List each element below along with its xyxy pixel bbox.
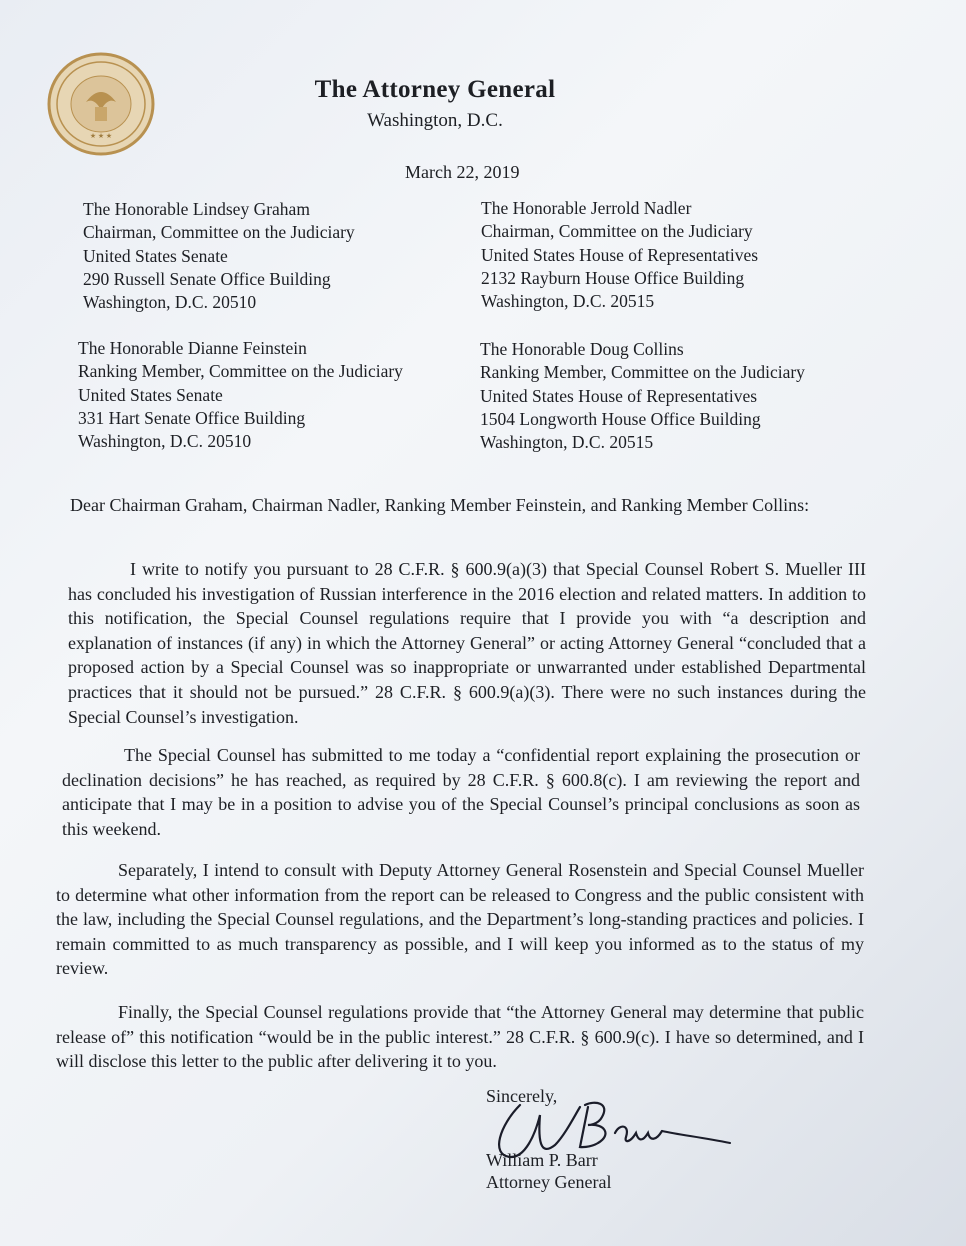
recipient-line: United States House of Representatives <box>480 385 758 406</box>
recipient-line: The Honorable Jerrold Nadler <box>481 198 692 218</box>
body-paragraph-2: The Special Counsel has submitted to me today a “confidential report explaining the prosecution or declination decisions” he has reached, as required by 28 C.F.R. § 600.8(c). I am reviewing the report and anticipate that I may be in a position to advise you of the Special Counsel’s principal conclusions as soon as this weekend. <box>62 745 860 839</box>
recipient-line: The Honorable Dianne Feinstein <box>78 338 307 358</box>
recipient-line: Ranking Member, Committee on the Judiciary <box>480 362 805 383</box>
recipient-line: 1504 Longworth House Office Building <box>480 408 761 429</box>
recipient-line: Washington, D.C. 20510 <box>83 292 257 313</box>
recipient-line: Washington, D.C. 20515 <box>481 291 655 312</box>
valediction: Sincerely, <box>486 1086 558 1106</box>
recipient-line: United States Senate <box>78 384 223 405</box>
letterhead-title: The Attorney General <box>314 76 556 103</box>
recipient-nadler <box>481 197 758 313</box>
recipient-line: 2132 Rayburn House Office Building <box>481 267 745 288</box>
recipient-line: The Honorable Lindsey Graham <box>83 199 310 219</box>
body-paragraph-1: I write to notify you pursuant to 28 C.F.R. § 600.9(a)(3) that Special Counsel Robert S. Mueller III has concluded his investigation of Russian interference in the 2016 election and related matters. In addition to this notification, the Special Counsel regulations require that I provide you with “a description and explanation of instances (if any) in which the Attorney General” or acting Attorney General “concluded that a proposed action by a Special Counsel was so inappropriate or unwarranted under established Departmental practices that it should not be pursued.” 28 C.F.R. § 600.9(a)(3). There were no such instances during the Special Counsel’s investigation. <box>68 559 866 727</box>
recipient-line: The Honorable Doug Collins <box>480 339 684 359</box>
letter-date: March 22, 2019 <box>405 162 520 182</box>
recipient-feinstein <box>78 337 403 453</box>
signer-title: Attorney General <box>486 1172 612 1192</box>
body-paragraph-3: Separately, I intend to consult with Deputy Attorney General Rosenstein and Special Counsel Mueller to determine what other information from the report can be released to Congress and the public consistent with the law, including the Special Counsel regulations, and the Department’s long-standing practices and policies. I remain committed to as much transparency as possible, and I will keep you informed as to the status of my review. <box>56 860 864 979</box>
letterhead-location: Washington, D.C. <box>367 110 503 131</box>
recipient-collins <box>480 338 805 454</box>
signer-name: William P. Barr <box>486 1150 598 1170</box>
recipient-line: Chairman, Committee on the Judiciary <box>83 222 355 243</box>
svg-text:★ ★ ★: ★ ★ ★ <box>89 132 113 140</box>
recipient-line: Washington, D.C. 20515 <box>480 432 654 453</box>
recipient-line: Ranking Member, Committee on the Judiciary <box>78 361 403 382</box>
recipient-line: Chairman, Committee on the Judiciary <box>481 221 753 242</box>
recipient-line: Washington, D.C. 20510 <box>78 431 252 452</box>
doj-seal <box>46 52 156 157</box>
salutation: Dear Chairman Graham, Chairman Nadler, Ranking Member Feinstein, and Ranking Member Collins: <box>70 495 810 515</box>
recipient-line: United States Senate <box>83 245 228 266</box>
recipient-line: United States House of Representatives <box>481 244 759 265</box>
body-paragraph-4: Finally, the Special Counsel regulations provide that “the Attorney General may determine that public release of” this notification “would be in the public interest.” 28 C.F.R. § 600.9(c). I have so determined, and I will disclose this letter to the public after delivering it to you. <box>56 1002 864 1072</box>
recipient-line: 331 Hart Senate Office Building <box>78 407 306 428</box>
recipient-line: 290 Russell Senate Office Building <box>83 268 331 289</box>
recipient-graham <box>83 198 355 314</box>
